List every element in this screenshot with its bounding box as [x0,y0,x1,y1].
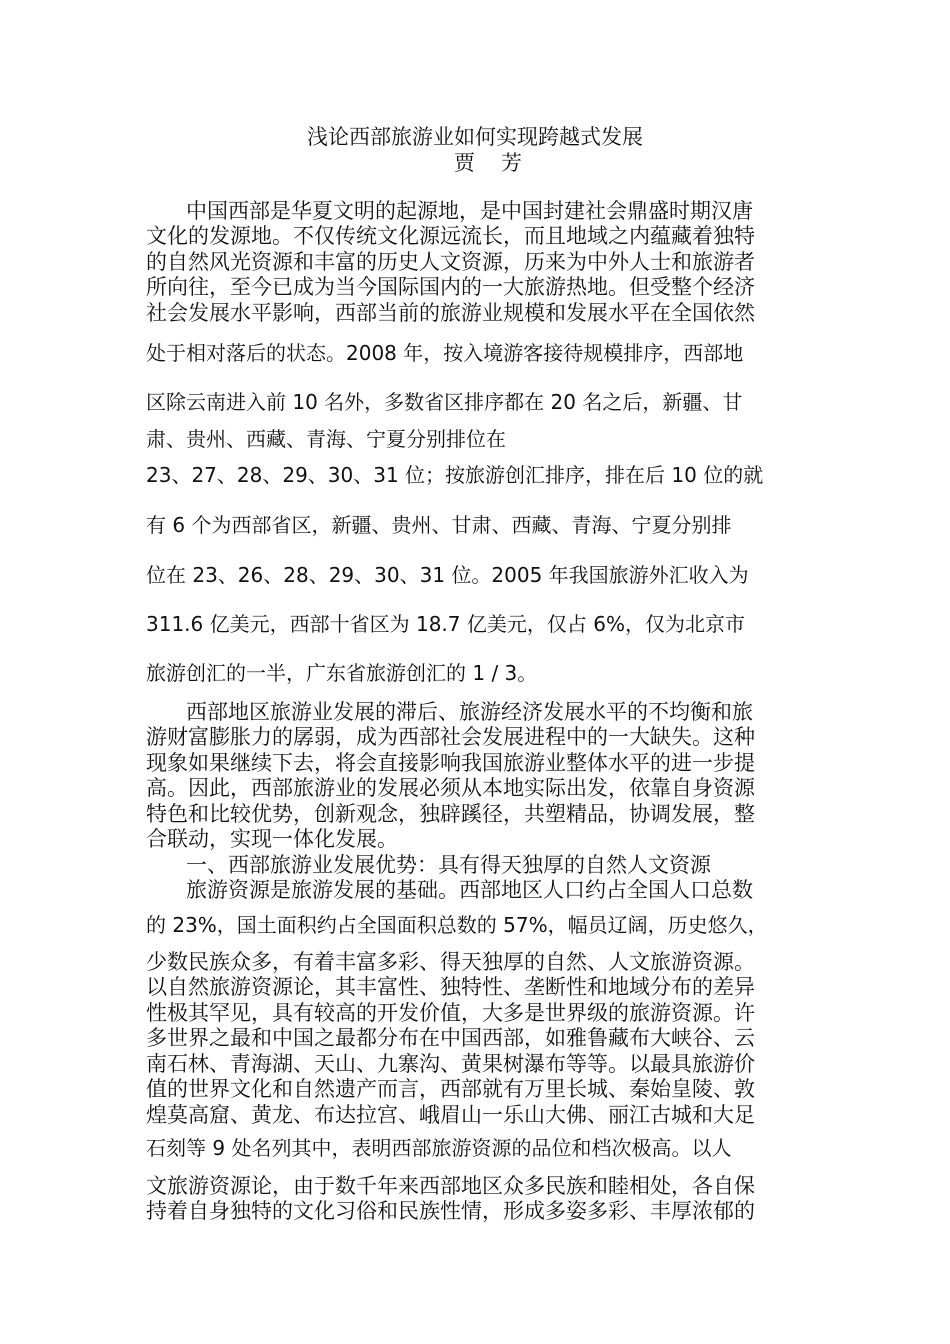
paragraph-line: 肃、贵州、西藏、青海、宁夏分别排位在 [146,427,506,451]
paragraph-line: 持着自身独特的文化习俗和民族性情，形成多姿多彩、丰厚浓郁的 [146,1199,755,1223]
paragraph-line: 处于相对落后的状态。2008 年，按入境游客接待规模排序，西部地 [146,341,744,365]
paragraph-line: 旅游资源是旅游发展的基础。西部地区人口约占全国人口总数 [186,878,753,902]
paragraph-line: 有 6 个为西部省区，新疆、贵州、甘肃、西藏、青海、宁夏分别排 [146,513,732,537]
paragraph-line: 所向往，至今已成为当今国际国内的一大旅游热地。但受整个经济 [146,275,755,299]
paragraph-line: 特色和比较优势，创新观念，独辟蹊径，共塑精品，协调发展，整 [146,802,755,826]
section-heading: 一、西部旅游业发展优势：具有得天独厚的自然人文资源 [186,853,711,877]
paragraph-line: 位在 23、26、28、29、30、31 位。2005 年我国旅游外汇收入为 [146,563,749,587]
paragraph-line: 煌莫高窟、黄龙、布达拉宫、峨眉山一乐山大佛、丽江古城和大足 [146,1103,755,1127]
paragraph-line: 311.6 亿美元，西部十省区为 18.7 亿美元，仅占 6%，仅为北京市 [146,612,745,636]
paragraph-line: 的 23%，国土面积约占全国面积总数的 57%，幅员辽阔，历史悠久， [146,913,768,937]
paragraph-line: 少数民族众多，有着丰富多彩、得天独厚的自然、人文旅游资源。 [146,950,755,974]
paragraph-line: 西部地区旅游业发展的滞后、旅游经济发展水平的不均衡和旅 [186,700,753,724]
paragraph-line: 合联动，实现一体化发展。 [146,827,398,851]
paragraph-line: 游财富膨胀力的孱弱，成为西部社会发展进程中的一大缺失。这种 [146,725,755,749]
paragraph-line: 23、27、28、29、30、31 位；按旅游创汇排序，排在后 10 位的就 [146,463,764,487]
paragraph-line: 南石林、青海湖、天山、九寨沟、黄果树瀑布等等。以最具旅游价 [146,1052,755,1076]
document-title: 浅论西部旅游业如何实现跨越式发展 [307,125,643,149]
paragraph-line: 性极其罕见，具有较高的开发价值，大多是世界级的旅游资源。许 [146,1001,755,1025]
paragraph-line: 文化的发源地。不仅传统文化源远流长，而且地域之内蕴藏着独特 [146,224,755,248]
paragraph-line: 旅游创汇的一半，广东省旅游创汇的 1 / 3。 [146,661,538,685]
document-author: 贾芳 [454,151,548,175]
paragraph-line: 石刻等 9 处名列其中，表明西部旅游资源的品位和档次极高。以人 [146,1136,732,1160]
paragraph-line: 现象如果继续下去，将会直接影响我国旅游业整体水平的进一步提 [146,751,755,775]
paragraph-line: 多世界之最和中国之最都分布在中国西部，如雅鲁藏布大峡谷、云 [146,1026,755,1050]
paragraph-line: 值的世界文化和自然遗产而言，西部就有万里长城、秦始皇陵、敦 [146,1077,755,1101]
paragraph-line: 文旅游资源论，由于数千年来西部地区众多民族和睦相处，各自保 [146,1174,755,1198]
paragraph-line: 高。因此，西部旅游业的发展必须从本地实际出发，依靠自身资源 [146,776,755,800]
paragraph-line: 以自然旅游资源论，其丰富性、独特性、垄断性和地域分布的差异 [146,975,755,999]
paragraph-line: 社会发展水平影响，西部当前的旅游业规模和发展水平在全国依然 [146,301,755,325]
paragraph-line: 中国西部是华夏文明的起源地，是中国封建社会鼎盛时期汉唐 [186,199,753,223]
paragraph-line: 的自然风光资源和丰富的历史人文资源，历来为中外人士和旅游者 [146,250,755,274]
paragraph-line: 区除云南进入前 10 名外，多数省区排序都在 20 名之后，新疆、甘 [146,390,743,414]
